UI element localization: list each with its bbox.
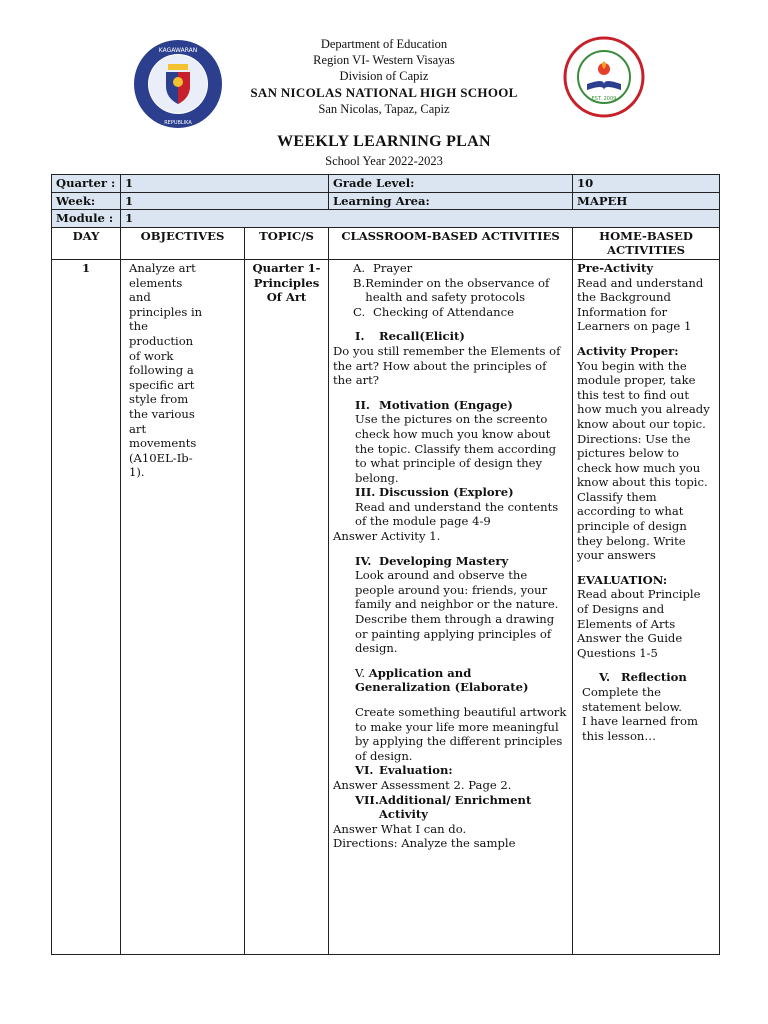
section-heading: Developing Mastery [379,553,509,568]
evaluation-text: Read about Principle of Designs and Elements of Arts Answer the Guide Questions 1-5 [577,587,701,660]
section-discussion: III. Discussion (Explore) Read and understand the contents of the module page 4-9 Answer Activity 1. [333,485,568,543]
pre-activity-text: Read and understand the Background Information for Learners on page 1 [577,275,704,334]
learning-plan-table [51,174,720,955]
column-header-row [52,227,720,259]
col-day: DAY [52,227,121,259]
col-objectives: OBJECTIVES [121,227,245,259]
list-item: Reminder on the observance of health and safety protocols [365,275,550,305]
section-text: Create something beautiful artwork to make your life more meaningful by applying the different principles of design. [355,705,567,763]
evaluation-heading: EVALUATION: [577,572,668,587]
activity-proper-heading: Activity Proper: [577,343,679,358]
home-activities-cell [573,259,720,954]
section-text: Use the pictures on the screento check how much you know about the topic. Classify them according to what principle of design they belong. [355,412,557,485]
reflection-text-2: I have learned from this lesson… [582,714,699,743]
section-application: V. Application and Generalization (Elaborate) Create something beautiful artwork to make your life more meaningful by applying the different principles of design. [333,666,568,764]
day-cell: 1 [52,259,121,954]
reflection-text: Complete the statement below. [582,685,682,714]
section-heading: Motivation (Engage) [379,397,513,412]
section-evaluation: VI. Evaluation: Answer Assessment 2. Page 2. [333,763,568,792]
week-label: Week: [52,192,121,210]
plan-row-day-1 [52,259,720,954]
section-motivation: II. Motivation (Engage) Use the pictures on the screento check how much you know about the topic. Classify them according to what principle of design they belong. [333,398,568,486]
section-recall: I. Recall(Elicit) Do you still remember the Elements of the art? How about the principles of the art? [333,329,568,387]
info-row-quarter [52,175,720,193]
week-value: 1 [121,192,329,210]
area-value: MAPEH [573,192,720,210]
classroom-activities-cell [329,259,573,954]
quarter-label: Quarter : [52,175,121,193]
division-name: Division of Capiz [339,69,429,83]
section-text: Read and understand the contents of the module page 4-9 [355,499,559,529]
school-address: San Nicolas, Tapaz, Capiz [318,102,450,116]
activity-proper-text: You begin with the module proper, take this test to find out how much you already know about our topic. Directions: Use the pictures below to check how much you know about this topic. Classify them according to what principle of design they belong. Write your answers [577,358,710,563]
objectives-text: Analyze art elements and principles in the production of work following a specific art style from the various art movements (A10EL-Ib-1). [129,260,203,480]
grade-label: Grade Level: [329,175,573,193]
module-label: Module : [52,210,121,228]
school-year: School Year 2022-2023 [325,154,443,168]
section-text: Look around and observe the people around you: friends, your family and neighbor or the nature. Describe them through a drawing or painting applying principles of design. [355,568,559,656]
col-classroom: CLASSROOM-BASED ACTIVITIES [329,227,573,259]
section-heading: Discussion (Explore) [379,485,514,500]
section-note: Directions: Analyze the sample [333,836,516,851]
section-heading: Application and Generalization (Elaborate) [355,665,529,695]
module-value: 1 [121,210,720,228]
col-topics: TOPIC/S [245,227,329,259]
area-label: Learning Area: [329,192,573,210]
section-heading: Additional/ Enrichment Activity [378,792,532,822]
department-name: Department of Education [320,37,448,51]
school-name: SAN NICOLAS NATIONAL HIGH SCHOOL [250,85,518,100]
section-mastery: IV. Developing Mastery Look around and observe the people around you: friends, your family and neighbor or the nature. Describe them through a drawing or painting applying principles of design. [333,554,568,656]
document-title: WEEKLY LEARNING PLAN [277,133,491,150]
grade-value: 10 [573,175,720,193]
letterhead [0,36,768,117]
pre-activity-heading: Pre-Activity [577,260,654,275]
seal-text: KAGAWARAN [158,47,198,54]
region-name: Region VI- Western Visayas [313,53,455,67]
quarter-value: 1 [121,175,329,193]
reflection-heading-row: V. Reflection [599,670,687,685]
svg-text:REPUBLIKA: REPUBLIKA [164,120,192,126]
section-note: Answer Assessment 2. Page 2. [333,777,512,792]
svg-text:EST. 2009: EST. 2009 [591,96,617,102]
section-heading: Recall(Elicit) [379,329,465,344]
info-row-module [52,210,720,228]
section-note: Answer Activity 1. [333,529,441,544]
objectives-cell [121,259,245,954]
topic-cell: Quarter 1- Principles Of Art [245,259,329,954]
section-enrichment: VII. Additional/ Enrichment Activity Answer What I can do. Directions: Analyze the sample [333,793,568,851]
section-text: Do you still remember the Elements of the art? How about the principles of the art? [333,343,561,388]
opening-list: A. Prayer B. Reminder on the observance of health and safety protocols C. Checking of Attendance [333,261,568,319]
section-heading: Evaluation: [379,763,453,778]
info-row-week [52,192,720,210]
section-note: Answer What I can do. [333,821,467,836]
list-item: Prayer [373,260,413,275]
col-home: HOME-BASED ACTIVITIES [573,227,720,259]
list-item: Checking of Attendance [373,304,514,319]
reflection-heading: Reflection [621,670,687,685]
